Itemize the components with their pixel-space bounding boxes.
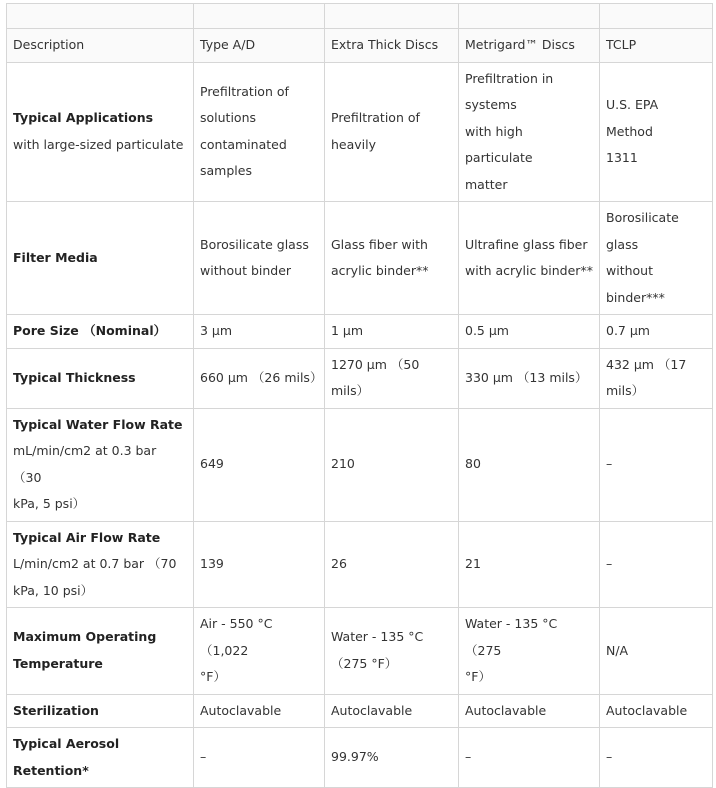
cell-text-line: without binder [200,263,292,278]
cell-text-line: glass [606,236,639,252]
cell-text-line: Glass fiber with [331,236,428,252]
row-subtitle-line: L/min/cm2 at 0.7 bar （70 [13,556,177,571]
cell-type-ad [194,521,325,608]
cell-text-line: 1311 [606,150,638,165]
cell-type-ad [194,202,325,315]
row-subtitle-line: kPa, 10 psi） [13,582,94,598]
cell-extra-thick-discs [325,315,459,349]
cell-tclp [600,728,713,788]
cell-metrigard-discs [459,62,600,202]
cell-tclp [600,348,713,408]
cell-text-line: Prefiltration in [465,70,554,86]
cell-type-ad [194,315,325,349]
row-label-cell [7,728,194,788]
table-row [7,728,713,788]
cell-extra-thick-discs [325,608,459,695]
cell-text-line: Water - 135 °C （275 [465,616,558,658]
cell-extra-thick-discs [325,521,459,608]
cell-text-line: 210 [331,456,355,472]
row-title: Sterilization [13,702,99,718]
row-label-cell [7,694,194,728]
cell-text-line: Prefiltration of [200,83,289,99]
cell-metrigard-discs [459,408,600,521]
row-title: Maximum Operating [13,629,157,645]
table-row [7,348,713,408]
cell-text-line: mils） [606,383,645,398]
table-header-row [7,29,713,63]
row-subtitle-line: kPa, 5 psi） [13,496,86,511]
row-title: Typical Applications [13,110,154,126]
cell-text-line: contaminated [200,136,287,152]
table-top-blank-row [7,4,713,29]
row-title-continued: Temperature [13,655,103,671]
cell-metrigard-discs [459,348,600,408]
row-title: Pore Size （Nominal） [13,323,167,338]
cell-text-line: – [200,749,207,765]
cell-text-line: mils） [331,383,370,398]
cell-text-line: °F） [200,669,226,684]
table-row [7,694,713,728]
cell-text-line: Autoclavable [200,702,282,718]
cell-tclp [600,608,713,695]
cell-metrigard-discs [459,608,600,695]
cell-type-ad [194,408,325,521]
header-type-ad: Type A/D [194,29,325,63]
table-row [7,202,713,315]
cell-text-line: °F） [465,669,491,684]
cell-text-line: – [606,749,613,765]
cell-text-line: Autoclavable [606,702,688,718]
cell-tclp [600,408,713,521]
cell-text-line: U.S. EPA [606,97,659,112]
cell-metrigard-discs [459,728,600,788]
cell-text-line: – [606,456,613,472]
table-row [7,521,713,608]
blank-cell [194,4,325,29]
blank-cell [459,4,600,29]
cell-text-line: with acrylic binder** [465,263,593,278]
row-label-cell [7,315,194,349]
row-title: Typical Thickness [13,369,136,385]
header-description: Description [7,29,194,63]
cell-text-line: systems [465,97,517,112]
cell-text-line: 139 [200,556,224,571]
cell-text-line: without [606,263,653,278]
cell-extra-thick-discs [325,408,459,521]
cell-metrigard-discs [459,315,600,349]
cell-text-line: （275 °F） [331,655,398,671]
cell-text-line: 99.97% [331,749,379,765]
row-subtitle-line: with large-sized particulate [13,136,184,152]
cell-text-line: Water - 135 °C [331,629,424,645]
row-label-cell [7,408,194,521]
row-label-cell [7,348,194,408]
cell-text-line: – [465,749,472,765]
table-row [7,608,713,695]
table-row [7,315,713,349]
cell-text-line: solutions [200,110,257,126]
cell-text-line: 0.5 µm [465,323,509,338]
cell-type-ad [194,348,325,408]
cell-extra-thick-discs [325,694,459,728]
cell-type-ad [194,728,325,788]
cell-tclp [600,62,713,202]
cell-type-ad [194,608,325,695]
blank-cell [7,4,194,29]
cell-metrigard-discs [459,521,600,608]
cell-type-ad [194,694,325,728]
cell-tclp [600,521,713,608]
cell-tclp [600,315,713,349]
cell-text-line: 0.7 µm [606,323,650,338]
cell-text-line: binder*** [606,289,665,305]
cell-text-line: Autoclavable [465,702,547,718]
cell-metrigard-discs [459,202,600,315]
header-metrigard-discs: Metrigard™ Discs [459,29,600,63]
cell-text-line: 330 µm （13 mils） [465,369,588,385]
cell-text-line: Autoclavable [331,702,413,718]
cell-text-line: heavily [331,136,377,152]
row-label-cell [7,608,194,695]
row-label-cell [7,62,194,202]
cell-text-line: 649 [200,456,224,472]
cell-text-line: N/A [606,642,629,658]
cell-text-line: 3 µm [200,323,233,338]
cell-text-line: Ultrafine glass fiber [465,236,588,252]
table-row [7,62,713,202]
cell-text-line: 432 µm （17 [606,356,687,372]
cell-type-ad [194,62,325,202]
cell-text-line: 1270 µm （50 [331,356,420,372]
row-title: Filter Media [13,249,98,265]
cell-text-line: Borosilicate glass [200,236,309,252]
cell-extra-thick-discs [325,62,459,202]
cell-extra-thick-discs [325,728,459,788]
blank-cell [600,4,713,29]
header-extra-thick-discs: Extra Thick Discs [325,29,459,63]
cell-text-line: acrylic binder** [331,263,429,278]
cell-text-line: 26 [331,556,347,571]
row-label-cell [7,202,194,315]
cell-text-line: – [606,556,613,571]
cell-text-line: 1 µm [331,323,364,338]
cell-text-line: 660 µm （26 mils） [200,369,323,385]
table-row [7,408,713,521]
row-subtitle-line: mL/min/cm2 at 0.3 bar （30 [13,443,157,485]
cell-tclp [600,694,713,728]
cell-text-line: 80 [465,456,481,472]
cell-text-line: Method [606,123,653,139]
cell-metrigard-discs [459,694,600,728]
blank-cell [325,4,459,29]
cell-text-line: samples [200,163,252,179]
filter-spec-table [6,3,713,788]
cell-text-line: Borosilicate [606,210,679,225]
cell-text-line: Prefiltration of [331,110,420,126]
row-label-cell [7,521,194,608]
cell-extra-thick-discs [325,348,459,408]
header-tclp: TCLP [600,29,713,63]
row-title: Typical Air Flow Rate [13,529,161,545]
cell-text-line: with high particulate [465,123,533,165]
cell-text-line: 21 [465,556,481,571]
row-title: Typical Water Flow Rate [13,416,183,432]
cell-extra-thick-discs [325,202,459,315]
cell-text-line: matter [465,176,508,192]
cell-tclp [600,202,713,315]
cell-text-line: Air - 550 °C （1,022 [200,616,273,658]
row-title: Typical Aerosol Retention* [13,736,120,778]
